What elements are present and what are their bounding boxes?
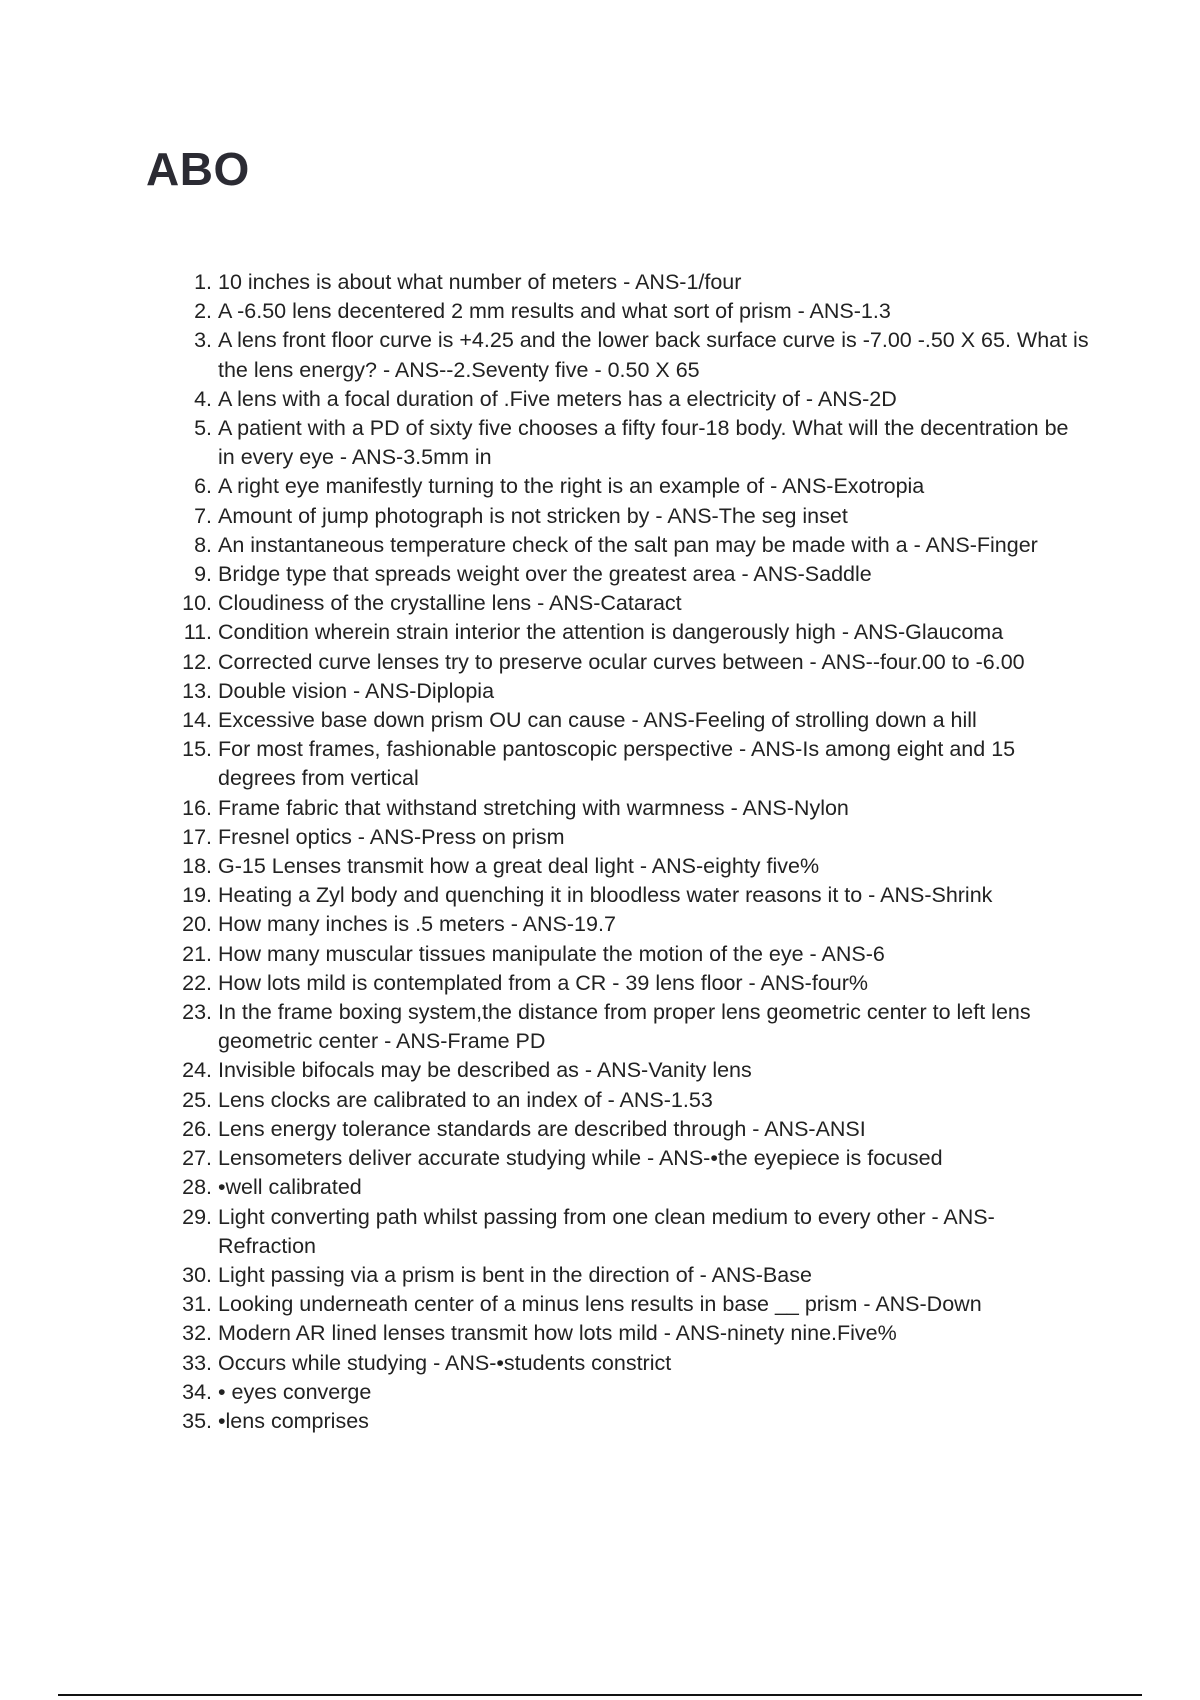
- list-item: [160, 1378, 1090, 1407]
- page-title: ABO: [146, 143, 250, 195]
- item-number: 4.: [194, 386, 212, 411]
- item-text: • eyes converge: [218, 1379, 372, 1404]
- item-text: In the frame boxing system,the distance from proper lens geometric center to left lens geometric center - ANS-Frame PD: [218, 1000, 1031, 1054]
- item-number: 34.: [182, 1379, 212, 1404]
- item-text: How lots mild is contemplated from a CR - 39 lens floor - ANS-four%: [218, 970, 869, 995]
- item-text: •lens comprises: [218, 1408, 369, 1433]
- list-item: [160, 560, 1090, 589]
- item-number: 20.: [182, 912, 212, 937]
- item-number: 24.: [182, 1058, 212, 1083]
- list-item: [160, 472, 1090, 501]
- list-item: [160, 502, 1090, 531]
- item-text: Condition wherein strain interior the attention is dangerously high - ANS-Glaucoma: [218, 620, 1004, 645]
- list-item: [160, 326, 1090, 384]
- item-number: 6.: [194, 474, 212, 499]
- item-number: 7.: [194, 503, 212, 528]
- item-text: A lens with a focal duration of .Five meters has a electricity of - ANS-2D: [218, 386, 897, 411]
- item-text: Excessive base down prism OU can cause - ANS-Feeling of strolling down a hill: [218, 708, 977, 733]
- list-item: [160, 677, 1090, 706]
- list-item: [160, 1115, 1090, 1144]
- item-text: Frame fabric that withstand stretching with warmness - ANS-Nylon: [218, 795, 849, 820]
- item-number: 32.: [182, 1321, 212, 1346]
- item-text: Looking underneath center of a minus lens results in base __ prism - ANS-Down: [218, 1292, 982, 1317]
- item-text: Light passing via a prism is bent in the direction of - ANS-Base: [218, 1262, 812, 1287]
- list-item: [160, 297, 1090, 326]
- list-item: [160, 1086, 1090, 1115]
- item-number: 31.: [182, 1292, 212, 1317]
- list-item: [160, 940, 1090, 969]
- item-number: 23.: [182, 1000, 212, 1025]
- item-number: 21.: [182, 941, 212, 966]
- item-text: For most frames, fashionable pantoscopic perspective - ANS-Is among eight and 15 degrees from vertical: [218, 737, 1016, 791]
- item-text: An instantaneous temperature check of the salt pan may be made with a - ANS-Finger: [218, 532, 1038, 557]
- item-number: 2.: [194, 299, 212, 324]
- item-text: Bridge type that spreads weight over the greatest area - ANS-Saddle: [218, 562, 872, 587]
- list-item: [160, 268, 1090, 297]
- list-item: [160, 998, 1090, 1056]
- item-text: A patient with a PD of sixty five chooses a fifty four-18 body. What will the decentration be in every eye - ANS-3.5mm in: [218, 416, 1069, 470]
- item-text: How many muscular tissues manipulate the motion of the eye - ANS-6: [218, 941, 885, 966]
- page-bottom-rule: [58, 1694, 1142, 1696]
- item-number: 26.: [182, 1116, 212, 1141]
- item-number: 16.: [182, 795, 212, 820]
- item-text: G-15 Lenses transmit how a great deal light - ANS-eighty five%: [218, 854, 820, 879]
- list-item: [160, 1407, 1090, 1436]
- item-number: 35.: [182, 1408, 212, 1433]
- item-text: How many inches is .5 meters - ANS-19.7: [218, 912, 616, 937]
- list-item: [160, 1173, 1090, 1202]
- list-item: [160, 852, 1090, 881]
- list-item: [160, 414, 1090, 472]
- list-item: [160, 706, 1090, 735]
- item-number: 19.: [182, 883, 212, 908]
- item-text: Lens clocks are calibrated to an index of - ANS-1.53: [218, 1087, 713, 1112]
- item-number: 25.: [182, 1087, 212, 1112]
- item-number: 12.: [182, 649, 212, 674]
- item-number: 8.: [194, 532, 212, 557]
- item-text: A right eye manifestly turning to the right is an example of - ANS-Exotropia: [218, 474, 925, 499]
- item-text: Lens energy tolerance standards are described through - ANS-ANSI: [218, 1116, 866, 1141]
- item-text: Invisible bifocals may be described as - ANS-Vanity lens: [218, 1058, 752, 1083]
- item-text: Double vision - ANS-Diplopia: [218, 678, 495, 703]
- list-item: [160, 1261, 1090, 1290]
- item-number: 9.: [194, 562, 212, 587]
- item-text: Lensometers deliver accurate studying while - ANS-•the eyepiece is focused: [218, 1146, 943, 1171]
- item-text: A lens front floor curve is +4.25 and the lower back surface curve is -7.00 -.50 X 65. What is the lens energy? - ANS--2.Seventy five - 0.50 X 65: [218, 328, 1089, 382]
- item-number: 11.: [183, 620, 212, 645]
- item-text: Modern AR lined lenses transmit how lots mild - ANS-ninety nine.Five%: [218, 1321, 897, 1346]
- list-item: [160, 1319, 1090, 1348]
- item-text: Heating a Zyl body and quenching it in bloodless water reasons it to - ANS-Shrink: [218, 883, 993, 908]
- item-number: 18.: [182, 854, 212, 879]
- list-item: [160, 1056, 1090, 1085]
- item-number: 15.: [182, 737, 212, 762]
- item-number: 13.: [182, 678, 212, 703]
- item-number: 10.: [182, 591, 212, 616]
- item-number: 22.: [182, 970, 212, 995]
- list-item: [160, 969, 1090, 998]
- item-number: 5.: [194, 416, 212, 441]
- list-item: [160, 1349, 1090, 1378]
- item-text: 10 inches is about what number of meters - ANS-1/four: [218, 270, 742, 294]
- list-item: [160, 881, 1090, 910]
- list-item: [160, 794, 1090, 823]
- item-number: 3.: [194, 328, 212, 353]
- list-item: [160, 735, 1090, 793]
- list-item: [160, 589, 1090, 618]
- item-number: 30.: [182, 1262, 212, 1287]
- item-text: Light converting path whilst passing from one clean medium to every other - ANS-Refraction: [218, 1204, 995, 1258]
- list-item: [160, 531, 1090, 560]
- item-text: A -6.50 lens decentered 2 mm results and what sort of prism - ANS-1.3: [218, 299, 891, 324]
- item-text: Cloudiness of the crystalline lens - ANS-Cataract: [218, 591, 682, 616]
- item-text: Fresnel optics - ANS-Press on prism: [218, 824, 565, 849]
- item-text: Occurs while studying - ANS-•students constrict: [218, 1350, 672, 1375]
- item-number: 1.: [194, 270, 212, 294]
- list-item: [160, 823, 1090, 852]
- list-item: [160, 648, 1090, 677]
- item-number: 17.: [182, 824, 212, 849]
- list-item: [160, 385, 1090, 414]
- list-item: [160, 618, 1090, 647]
- list-item: [160, 1144, 1090, 1173]
- item-text: Amount of jump photograph is not stricken by - ANS-The seg inset: [218, 503, 848, 528]
- item-number: 14.: [182, 708, 212, 733]
- item-number: 27.: [182, 1146, 212, 1171]
- item-number: 29.: [182, 1204, 212, 1229]
- item-number: 28.: [182, 1175, 212, 1200]
- question-list: [160, 268, 1090, 1436]
- item-text: •well calibrated: [218, 1175, 362, 1200]
- item-text: Corrected curve lenses try to preserve ocular curves between - ANS--four.00 to -6.00: [218, 649, 1025, 674]
- list-item: [160, 1203, 1090, 1261]
- item-number: 33.: [182, 1350, 212, 1375]
- list-item: [160, 1290, 1090, 1319]
- list-item: [160, 910, 1090, 939]
